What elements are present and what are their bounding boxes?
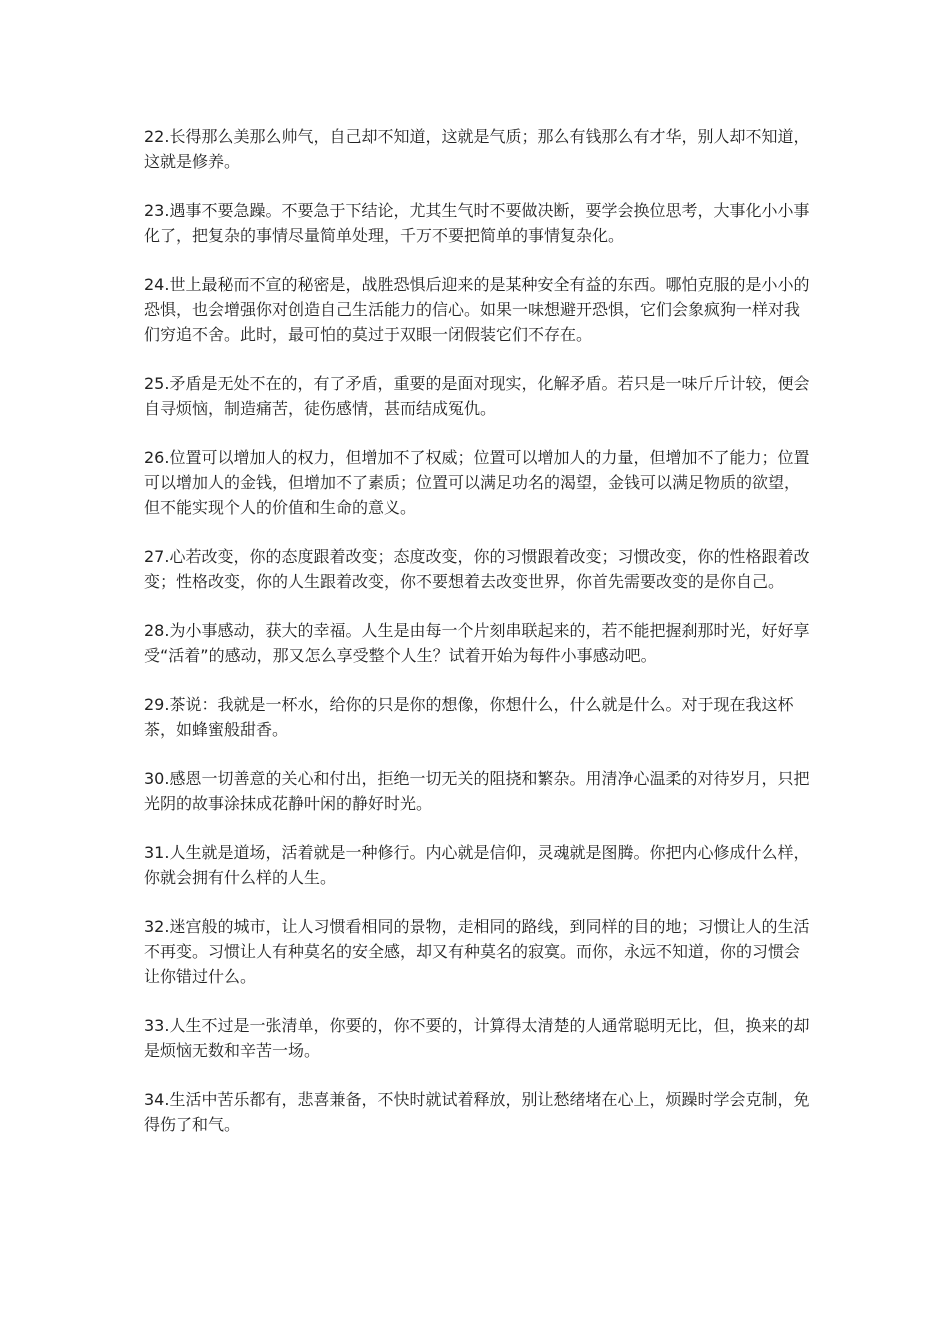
paragraph-22: 22.长得那么美那么帅气，自己却不知道，这就是气质；那么有钱那么有才华，别人却不知道，这就是修养。: [144, 127, 810, 171]
paragraph-25: 25.矛盾是无处不在的，有了矛盾，重要的是面对现实，化解矛盾。若只是一味斤斤计较，便会自寻烦恼，制造痛苦，徒伤感情，甚而结成冤仇。: [144, 374, 810, 418]
paragraph-30: 30.感恩一切善意的关心和付出，拒绝一切无关的阻挠和繁杂。用清净心温柔的对待岁月，只把光阴的故事涂抹成花静叶闲的静好时光。: [144, 769, 810, 813]
paragraph-31: 31.人生就是道场，活着就是一种修行。内心就是信仰，灵魂就是图腾。你把内心修成什么样，你就会拥有什么样的人生。: [144, 843, 810, 887]
paragraph-32: 32.迷宫般的城市，让人习惯看相同的景物，走相同的路线，到同样的目的地；习惯让人的生活不再变。习惯让人有种莫名的安全感，却又有种莫名的寂寞。而你，永远不知道，你的习惯会让你错过什么。: [144, 917, 810, 986]
document-body: [144, 124, 812, 1161]
paragraph-27: 27.心若改变，你的态度跟着改变；态度改变，你的习惯跟着改变；习惯改变，你的性格跟着改变；性格改变，你的人生跟着改变，你不要想着去改变世界，你首先需要改变的是你自己。: [144, 547, 810, 591]
paragraph-28: 28.为小事感动，获大的幸福。人生是由每一个片刻串联起来的，若不能把握刹那时光，好好享受“活着”的感动，那又怎么享受整个人生？试着开始为每件小事感动吧。: [144, 621, 810, 665]
paragraph-26: 26.位置可以增加人的权力，但增加不了权威；位置可以增加人的力量，但增加不了能力；位置可以增加人的金钱，但增加不了素质；位置可以满足功名的渴望，金钱可以满足物质的欲望，但不能实现个人的价值和生命的意义。: [144, 448, 810, 517]
paragraph-23: 23.遇事不要急躁。不要急于下结论，尤其生气时不要做决断，要学会换位思考，大事化小小事化了，把复杂的事情尽量简单处理，千万不要把简单的事情复杂化。: [144, 201, 810, 245]
paragraph-29: 29.茶说：我就是一杯水，给你的只是你的想像，你想什么，什么就是什么。对于现在我这杯茶，如蜂蜜般甜香。: [144, 695, 794, 739]
paragraph-34: 34.生活中苦乐都有，悲喜兼备，不快时就试着释放，别让愁绪堵在心上，烦躁时学会克制，免得伤了和气。: [144, 1090, 810, 1134]
paragraph-33: 33.人生不过是一张清单，你要的，你不要的，计算得太清楚的人通常聪明无比，但，换来的却是烦恼无数和辛苦一场。: [144, 1016, 810, 1060]
paragraph-24: 24.世上最秘而不宣的秘密是，战胜恐惧后迎来的是某种安全有益的东西。哪怕克服的是小小的恐惧，也会增强你对创造自己生活能力的信心。如果一味想避开恐惧，它们会象疯狗一样对我们穷追不舍。此时，最可怕的莫过于双眼一闭假装它们不存在。: [144, 275, 810, 344]
